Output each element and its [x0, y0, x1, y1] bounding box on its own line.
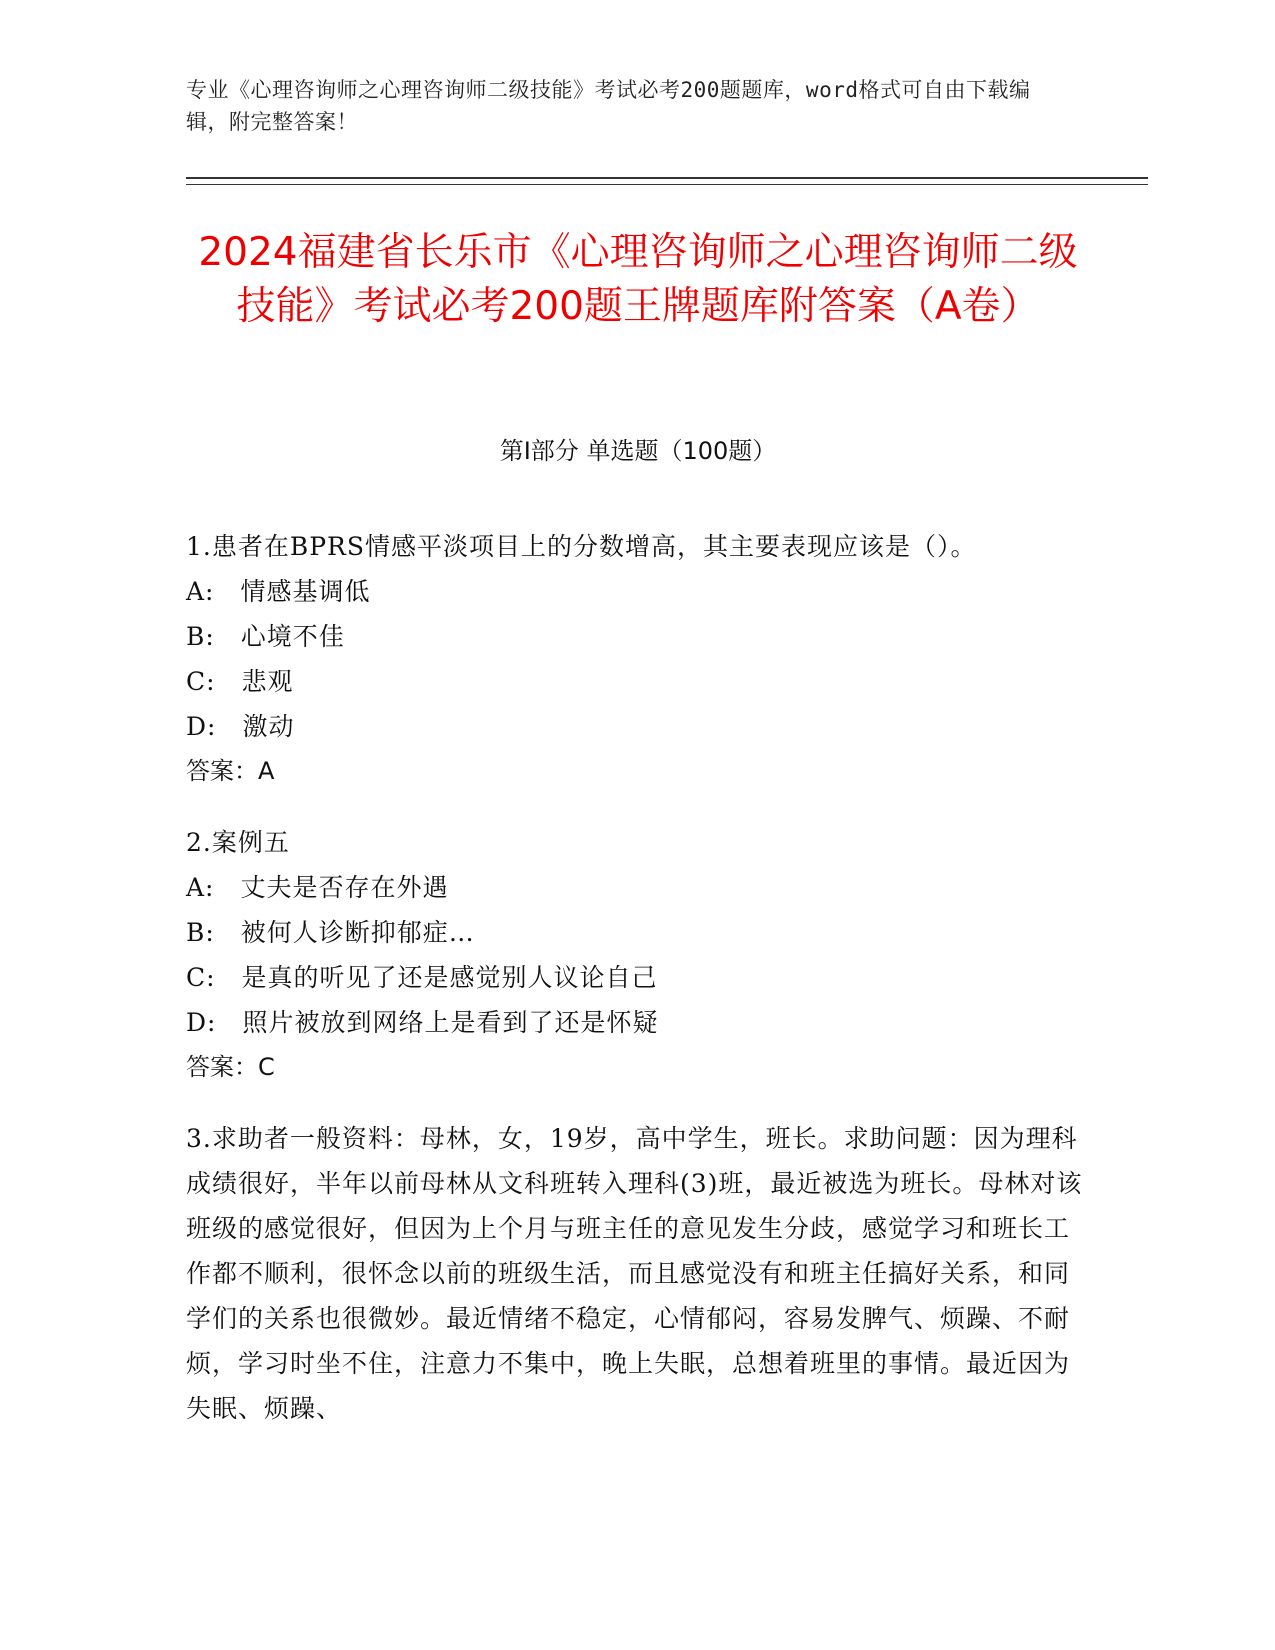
option-b: B: 被何人诊断抑郁症… [186, 918, 475, 947]
answer: 答案：C [186, 1053, 275, 1081]
answer: 答案：A [186, 757, 275, 785]
question-list [186, 524, 1086, 1457]
option-d: D: 照片被放到网络上是看到了还是怀疑 [186, 1008, 659, 1037]
question-stem: 3.求助者一般资料：母林，女，19岁，高中学生，班长。求助问题：因为理科成绩很好，半年以前母林从文科班转入理科(3)班，最近被选为班长。母林对该班级的感觉很好，但因为上个月与班主任的意见发生分歧，感觉学习和班长工作都不顺利，很怀念以前的班级生活，而且感觉没有和班主任搞好关系，和同学们的关系也很微妙。最近情绪不稳定，心情郁闷，容易发脾气、烦躁、不耐烦，学习时坐不住，注意力不集中，晚上失眠，总想着班里的事情。最近因为失眠、烦躁、 [186, 1124, 1083, 1423]
option-a: A: 丈夫是否存在外遇 [186, 873, 449, 902]
option-a: A: 情感基调低 [186, 577, 371, 606]
header-rule-thick [186, 177, 1148, 179]
header-rule-thin [186, 184, 1148, 185]
option-d: D: 激动 [186, 712, 295, 741]
question-3 [186, 1116, 1086, 1431]
document-title: 2024福建省长乐市《心理咨询师之心理咨询师二级技能》考试必考200题王牌题库附答案（A卷） [198, 230, 1078, 329]
option-c: C: 悲观 [186, 667, 294, 696]
section-title: 第Ⅰ部分 单选题（100题） [499, 437, 777, 465]
header-note: 专业《心理咨询师之心理咨询师二级技能》考试必考200题题库，word格式可自由下载编辑，附完整答案！ [186, 78, 1031, 134]
question-stem: 1.患者在BPRS情感平淡项目上的分数增高，其主要表现应该是（）。 [186, 532, 977, 561]
question-stem: 2.案例五 [186, 828, 290, 857]
option-b: B: 心境不佳 [186, 622, 345, 651]
option-c: C: 是真的听见了还是感觉别人议论自己 [186, 963, 658, 992]
question-2 [186, 820, 1086, 1090]
question-1 [186, 524, 1086, 794]
